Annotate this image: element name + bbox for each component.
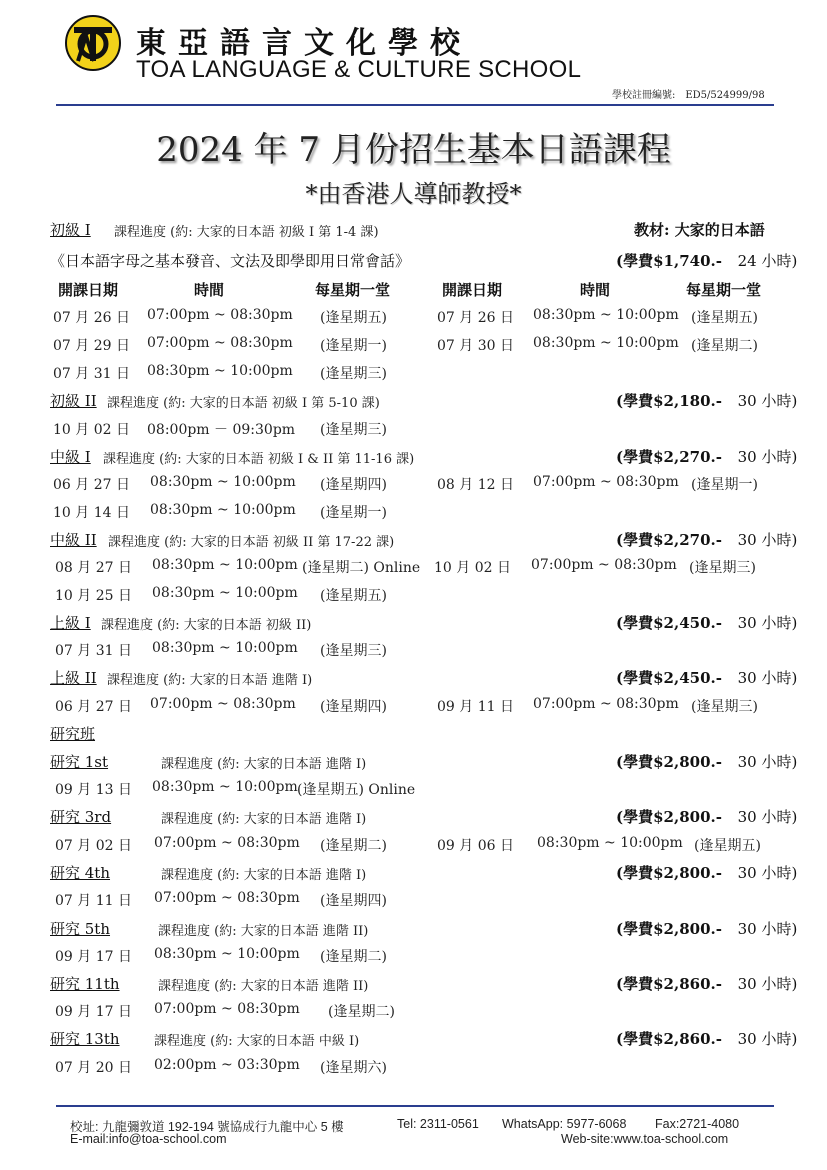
course-level-research-4th: 研究 4th	[50, 864, 111, 882]
course-fee: (學費$2,800.- 30 小時)	[616, 753, 798, 771]
weekday: (逢星期二)	[320, 949, 387, 965]
start-date: 07 月 31 日	[55, 643, 132, 659]
course-progress: 課程進度 (約: 大家的日本語 進階 I)	[161, 812, 367, 827]
textbook-label: 教材: 大家的日本語	[634, 221, 765, 239]
weekday: (逢星期四)	[320, 893, 387, 909]
weekday: (逢星期二)	[320, 838, 387, 854]
class-time: 07:00pm ~ 08:30pm	[147, 307, 293, 323]
course-fee: (學費$2,270.- 30 小時)	[616, 531, 798, 549]
course-progress: 課程進度 (約: 大家的日本語 初級 I 第 1-4 課)	[114, 225, 379, 240]
course-fee: (學費$2,450.- 30 小時)	[616, 669, 798, 687]
page-subtitle: *由香港人導師教授*	[305, 180, 522, 208]
weekday: (逢星期三)	[320, 366, 387, 382]
start-date: 09 月 11 日	[437, 699, 514, 715]
weekday: (逢星期四)	[320, 477, 387, 493]
start-date: 07 月 26 日	[437, 310, 514, 326]
class-time: 07:00pm ~ 08:30pm	[147, 335, 293, 351]
start-date: 09 月 06 日	[437, 838, 514, 854]
start-date: 10 月 14 日	[53, 505, 130, 521]
class-time: 07:00pm ~ 08:30pm	[154, 890, 300, 906]
start-date: 07 月 11 日	[55, 893, 132, 909]
course-progress: 課程進度 (約: 大家的日本語 初級 I & II 第 11-16 課)	[103, 452, 415, 467]
course-level-research-3rd: 研究 3rd	[50, 808, 112, 826]
course-progress: 課程進度 (約: 大家的日本語 中級 I)	[154, 1034, 360, 1049]
course-level-intermediate-2: 中級 II	[50, 531, 97, 549]
class-time: 08:30pm ~ 10:00pm	[533, 335, 679, 351]
footer-fax: Fax:2721-4080	[655, 1117, 740, 1131]
weekday: (逢星期五) Online	[297, 782, 416, 798]
course-level-research-5th: 研究 5th	[50, 920, 111, 938]
class-time: 08:30pm ~ 10:00pm	[147, 363, 293, 379]
class-time: 08:30pm ~ 10:00pm	[150, 502, 296, 518]
start-date: 07 月 29 日	[53, 338, 130, 354]
column-header-time: 時間	[580, 281, 611, 299]
weekday: (逢星期五)	[694, 838, 761, 854]
course-progress: 課程進度 (約: 大家的日本語 進階 I)	[161, 757, 367, 772]
course-fee: (學費$2,860.- 30 小時)	[616, 1030, 798, 1048]
footer-address: 校址: 九龍彌敦道 192-194 號協成行九龍中心 5 樓	[70, 1120, 344, 1134]
course-fee: (學費$2,270.- 30 小時)	[616, 448, 798, 466]
class-time: 08:30pm ~ 10:00pm	[152, 640, 298, 656]
column-header-time: 時間	[194, 281, 225, 299]
course-fee: (學費$2,800.- 30 小時)	[616, 808, 798, 826]
registration-number: 學校註冊編號: ED5/524999/98	[612, 90, 765, 101]
course-level-intermediate-1: 中級 I	[50, 448, 91, 466]
weekday: (逢星期六)	[320, 1060, 387, 1076]
start-date: 09 月 17 日	[55, 949, 132, 965]
weekday: (逢星期二) Online	[302, 560, 421, 576]
start-date: 08 月 27 日	[55, 560, 132, 576]
course-progress: 課程進度 (約: 大家的日本語 進階 II)	[158, 979, 369, 994]
course-level-advanced-2: 上級 II	[50, 669, 97, 687]
footer-phone: Tel: 2311-0561	[397, 1117, 479, 1131]
course-level-beginner-2: 初級 II	[50, 392, 97, 410]
weekday: (逢星期一)	[691, 477, 758, 493]
footer-divider	[56, 1105, 774, 1107]
course-fee: (學費$2,450.- 30 小時)	[616, 614, 798, 632]
course-level-beginner-1: 初級 I	[50, 221, 91, 239]
course-progress: 課程進度 (約: 大家的日本語 進階 II)	[158, 924, 369, 939]
course-progress: 課程進度 (約: 大家的日本語 初級 II 第 17-22 課)	[108, 535, 395, 550]
course-fee: (學費$2,800.- 30 小時)	[616, 864, 798, 882]
page-title: 2024 年 7 月份招生基本日語課程	[156, 130, 671, 170]
header-divider	[56, 104, 774, 106]
start-date: 10 月 02 日	[53, 422, 130, 438]
footer-email[interactable]: E-mail:info@toa-school.com	[70, 1132, 227, 1146]
class-time: 08:30pm ~ 10:00pm	[537, 835, 683, 851]
column-header-weekly: 每星期一堂	[686, 281, 762, 299]
class-time: 07:00pm ~ 08:30pm	[533, 696, 679, 712]
column-header-weekly: 每星期一堂	[315, 281, 391, 299]
class-time: 07:00pm ~ 08:30pm	[154, 835, 300, 851]
weekday: (逢星期一)	[320, 505, 387, 521]
course-fee: (學費$2,800.- 30 小時)	[616, 920, 798, 938]
start-date: 10 月 25 日	[55, 588, 132, 604]
start-date: 08 月 12 日	[437, 477, 514, 493]
start-date: 06 月 27 日	[53, 477, 130, 493]
weekday: (逢星期五)	[320, 588, 387, 604]
footer-website[interactable]: Web-site:www.toa-school.com	[561, 1132, 729, 1146]
class-time: 07:00pm ~ 08:30pm	[531, 557, 677, 573]
weekday: (逢星期三)	[320, 643, 387, 659]
course-name: 《日本語字母之基本發音、文法及即學即用日常會話》	[50, 252, 411, 270]
school-name-english: TOA LANGUAGE & CULTURE SCHOOL	[136, 56, 582, 83]
course-fee: (學費$2,180.- 30 小時)	[616, 392, 798, 410]
research-class-heading: 研究班	[50, 725, 96, 743]
weekday: (逢星期一)	[320, 338, 387, 354]
course-level-advanced-1: 上級 I	[50, 614, 91, 632]
column-header-start-date: 開課日期	[442, 281, 503, 299]
class-time: 08:30pm ~ 10:00pm	[152, 779, 298, 795]
column-header-start-date: 開課日期	[58, 281, 119, 299]
class-time: 08:30pm ~ 10:00pm	[152, 557, 298, 573]
course-progress: 課程進度 (約: 大家的日本語 進階 I)	[107, 673, 313, 688]
weekday: (逢星期三)	[320, 422, 387, 438]
school-name-chinese: 東亞語言文化學校	[136, 26, 472, 61]
class-time: 08:30pm ~ 10:00pm	[154, 946, 300, 962]
start-date: 07 月 31 日	[53, 366, 130, 382]
school-logo	[64, 14, 122, 72]
footer-whatsapp: WhatsApp: 5977-6068	[502, 1117, 627, 1131]
start-date: 07 月 26 日	[53, 310, 130, 326]
class-time: 07:00pm ~ 08:30pm	[154, 1001, 300, 1017]
course-level-research-11th: 研究 11th	[50, 975, 120, 993]
weekday: (逢星期四)	[320, 699, 387, 715]
weekday: (逢星期五)	[320, 310, 387, 326]
course-fee: (學費$1,740.- 24 小時)	[616, 252, 798, 270]
weekday: (逢星期三)	[691, 699, 758, 715]
start-date: 06 月 27 日	[55, 699, 132, 715]
weekday: (逢星期三)	[689, 560, 756, 576]
weekday: (逢星期五)	[691, 310, 758, 326]
weekday: (逢星期二)	[328, 1004, 395, 1020]
class-time: 08:00pm － 09:30pm	[147, 422, 296, 438]
course-progress: 課程進度 (約: 大家的日本語 進階 I)	[161, 868, 367, 883]
class-time: 07:00pm ~ 08:30pm	[150, 696, 296, 712]
start-date: 09 月 17 日	[55, 1004, 132, 1020]
course-progress: 課程進度 (約: 大家的日本語 初級 II)	[101, 618, 312, 633]
course-level-research-1st: 研究 1st	[50, 753, 109, 771]
start-date: 10 月 02 日	[434, 560, 511, 576]
start-date: 09 月 13 日	[55, 782, 132, 798]
class-time: 02:00pm ~ 03:30pm	[154, 1057, 300, 1073]
weekday: (逢星期二)	[691, 338, 758, 354]
start-date: 07 月 20 日	[55, 1060, 132, 1076]
class-time: 08:30pm ~ 10:00pm	[152, 585, 298, 601]
course-level-research-13th: 研究 13th	[50, 1030, 120, 1048]
class-time: 08:30pm ~ 10:00pm	[150, 474, 296, 490]
course-fee: (學費$2,860.- 30 小時)	[616, 975, 798, 993]
start-date: 07 月 30 日	[437, 338, 514, 354]
class-time: 08:30pm ~ 10:00pm	[533, 307, 679, 323]
course-progress: 課程進度 (約: 大家的日本語 初級 I 第 5-10 課)	[107, 396, 380, 411]
start-date: 07 月 02 日	[55, 838, 132, 854]
class-time: 07:00pm ~ 08:30pm	[533, 474, 679, 490]
